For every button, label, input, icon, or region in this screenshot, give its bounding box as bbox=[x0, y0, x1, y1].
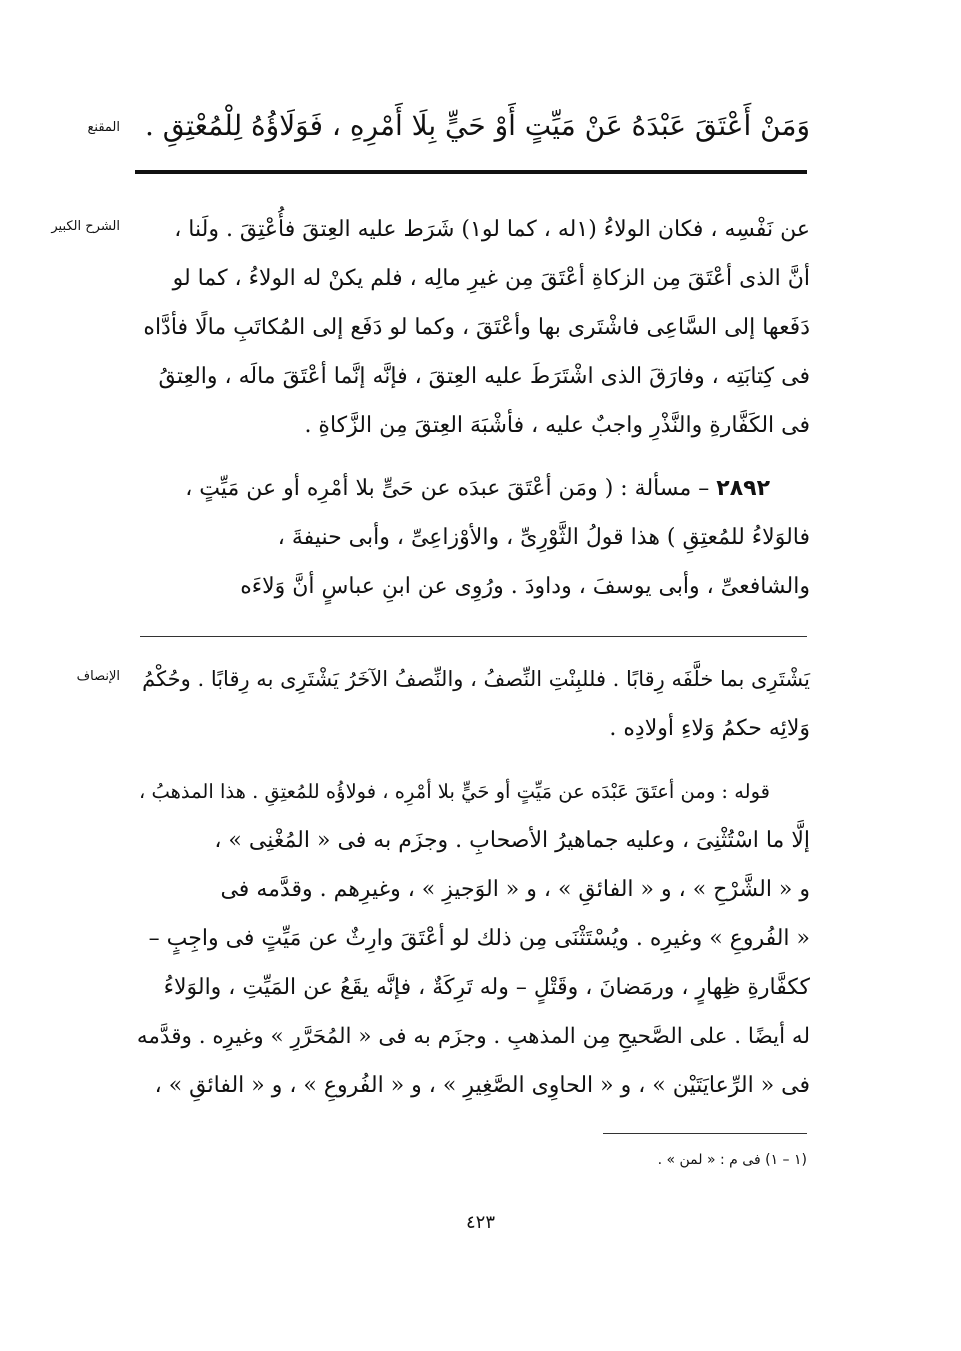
insaf-line: له أيضًا . على الصَّحيحِ مِن المذهبِ . وجزَم به فى « المُحَرَّرِ » وغيرِه . وقدَّمه bbox=[136, 1024, 810, 1049]
sharh-line: دَفَعها إلى السَّاعِى فاشْتَرى بها وأعْتَقَ ، وكما لو دَفَع إلى المُكاتَبِ مالًا فأدَّاه bbox=[143, 315, 810, 340]
insaf-body bbox=[135, 655, 810, 1110]
sharh-line: فى كِتابَتِه ، وفارَقَ الذى اشْتَرَطَ عليه العِتقَ ، فإنَّه إنَّما أعْتَقَ مالَه ، والعِتقُ bbox=[158, 364, 810, 389]
sharh-divider bbox=[140, 636, 807, 637]
insaf-line: ككفَّارةِ ظِهارٍ ، ورمَضانَ ، وقَتْلٍ – وله تَرِكَةٌ ، فإنَّه يقَعُ عن المَيِّتِ ، والوَلاءُ bbox=[163, 975, 810, 1000]
footnote: (١ – ١) فى م : « لمن » . bbox=[657, 1152, 807, 1168]
insaf-line: قوله : ومن أعتَقَ عَبْدَه عن مَيِّتٍ أو حَيٍّ بلا أمْرِه ، فولاؤُه للمُعتِقِ . هذا المذهبُ ، bbox=[138, 780, 770, 803]
issue-number: ٢٨٩٢ bbox=[716, 476, 770, 501]
sharh-label: الشرح الكبير bbox=[51, 219, 120, 234]
issue-heading-line bbox=[135, 464, 810, 513]
issue-text: – مسألة : ( ومَن أعْتَقَ عبدَه عن حَىٍّ بلا أمْرِه أو عن مَيِّتٍ ، bbox=[185, 476, 710, 501]
insaf-line: وَلائِه حكمُ وَلاءِ أولادِه . bbox=[609, 716, 810, 741]
sharh-issue-line: فالوَلاءُ للمُعتِقِ ) هذا قولُ الثَّوْرِىِّ ، والأوْزاعِىِّ ، وأبى حنيفةَ ، bbox=[277, 525, 810, 550]
sharh-line: فى الكَفَّارةِ والنَّذْرِ واجبٌ عليه ، فأشْبَهَ العِتقَ مِن الزَّكاةِ . bbox=[304, 413, 810, 438]
muqni-body bbox=[135, 100, 810, 152]
insaf-line: « الفُروعِ » وغيرِه . ويُسْتَثْنَى مِن ذلك لو أعْتَقَ وارِثٌ عن مَيِّتٍ فى واجِبٍ – bbox=[148, 926, 810, 951]
insaf-line: فى « الرِّعايَتَيْن » ، و « الحاوِى الصَّغِيرِ » ، و « الفُروعِ » ، و « الفائقِ » ، bbox=[154, 1073, 810, 1098]
footnote-divider bbox=[603, 1133, 807, 1134]
muqni-label: المقنع bbox=[87, 120, 120, 135]
sharh-line: أنَّ الذى أعْتَقَ مِن الزكاةِ أعْتَقَ مِن غيرِ مالِه ، فلم يكنْ له الولاءُ ، كما لو bbox=[172, 266, 810, 291]
sharh-body bbox=[135, 205, 810, 611]
insaf-label: الإنصاف bbox=[76, 669, 120, 684]
muqni-text: وَمَنْ أَعْتَقَ عَبْدَهُ عَنْ مَيِّتٍ أَوْ حَيٍّ بِلَا أَمْرِهِ ، فَوَلَاؤُهُ لِلْمُعْتِقِ . bbox=[145, 109, 810, 142]
sharh-issue-line: والشافعىِّ ، وأبى يوسفَ ، وداودَ . ورُوِى عن ابنِ عباسٍ أنَّ وَلاءَه bbox=[240, 574, 810, 599]
page-number: ٤٢٣ bbox=[465, 1212, 495, 1233]
insaf-line: و « الشَّرْحِ » ، و « الفائقِ » ، و « الوَجيزِ » ، وغيرِهم . وقدَّمه فى bbox=[220, 877, 810, 902]
sharh-line: عن نَفْسِه ، فكان الولاءُ (١له ، كما لو١) شَرَط عليه العِتقَ فأُعْتِقَ . ولَنا ، bbox=[174, 217, 810, 242]
insaf-line: يَشْتَرِى بما خلَّفَه رِقابًا . فللبِنْتِ النِّصفُ ، والنِّصفُ الآخَرُ يَشْتَرِى به رِقابًا . وحُكْمُ bbox=[142, 667, 810, 691]
insaf-line: إلَّا ما اسْتُثْنِىَ ، وعليه جماهيرُ الأصحابِ . وجزَم به فى « المُغْنِى » ، bbox=[214, 828, 810, 853]
muqni-divider bbox=[135, 170, 807, 174]
